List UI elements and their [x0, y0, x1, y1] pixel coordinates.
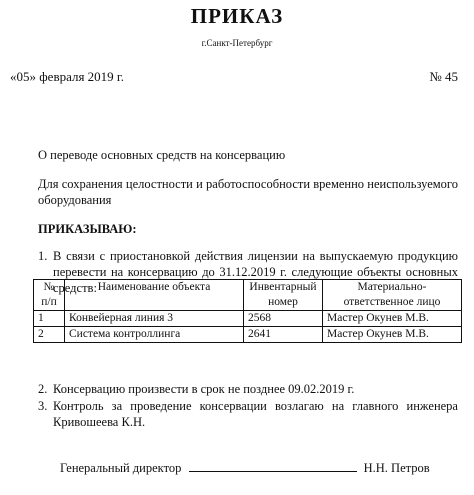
signature-position: Генеральный директор: [60, 461, 182, 475]
column-header-number: № п/п: [34, 280, 65, 311]
city-label: г.Санкт-Петербург: [201, 38, 273, 48]
table-header-row: [34, 280, 462, 311]
list-item-text: Контроль за проведение консервации возлагаю на главного инженера Кривошеева К.Н.: [53, 399, 458, 429]
list-item: [0, 398, 474, 430]
list-item-number: 1.: [38, 249, 48, 263]
table-cell: 1: [34, 311, 65, 327]
list-item-text: Консервацию произвести в срок не позднее 09.02.2019 г.: [53, 382, 355, 396]
table-cell: Мастер Окунев М.В.: [323, 327, 462, 343]
table-cell: 2: [34, 327, 65, 343]
table-row: [34, 311, 462, 327]
table-cell: Конвейерная линия 3: [65, 311, 244, 327]
order-keyword: ПРИКАЗЫВАЮ:: [38, 222, 137, 236]
table-cell: 2568: [244, 311, 323, 327]
column-header-name: Наименование объекта: [65, 280, 244, 311]
order-date: «05» февраля 2019 г.: [10, 69, 125, 84]
order-subject: О переводе основных средств на консервацию: [38, 148, 286, 162]
list-item-number: 2.: [38, 382, 48, 396]
table-cell: Система контроллинга: [65, 327, 244, 343]
assets-table: [33, 279, 462, 343]
column-header-inventory: Инвентарный номер: [244, 280, 323, 311]
table-cell: 2641: [244, 327, 323, 343]
list-item: [0, 381, 474, 397]
preamble-paragraph: Для сохранения целостности и работоспособности временно неиспользуемого оборудования: [38, 177, 458, 207]
table-cell: Мастер Окунев М.В.: [323, 311, 462, 327]
signature-block: [60, 461, 430, 476]
order-number: № 45: [429, 69, 458, 84]
document-title: ПРИКАЗ: [190, 4, 284, 28]
list-item-number: 3.: [38, 399, 48, 413]
column-header-responsible: Материально-ответственное лицо: [323, 280, 462, 311]
signature-name: Н.Н. Петров: [363, 461, 430, 475]
table-row: [34, 327, 462, 343]
signature-line: [189, 461, 357, 472]
list-item-text: В связи с приостановкой действия лицензии на выпускаемую продукцию перевести на консервацию до 31.12.2019 г. следующие объекты основных средств:: [53, 249, 458, 295]
